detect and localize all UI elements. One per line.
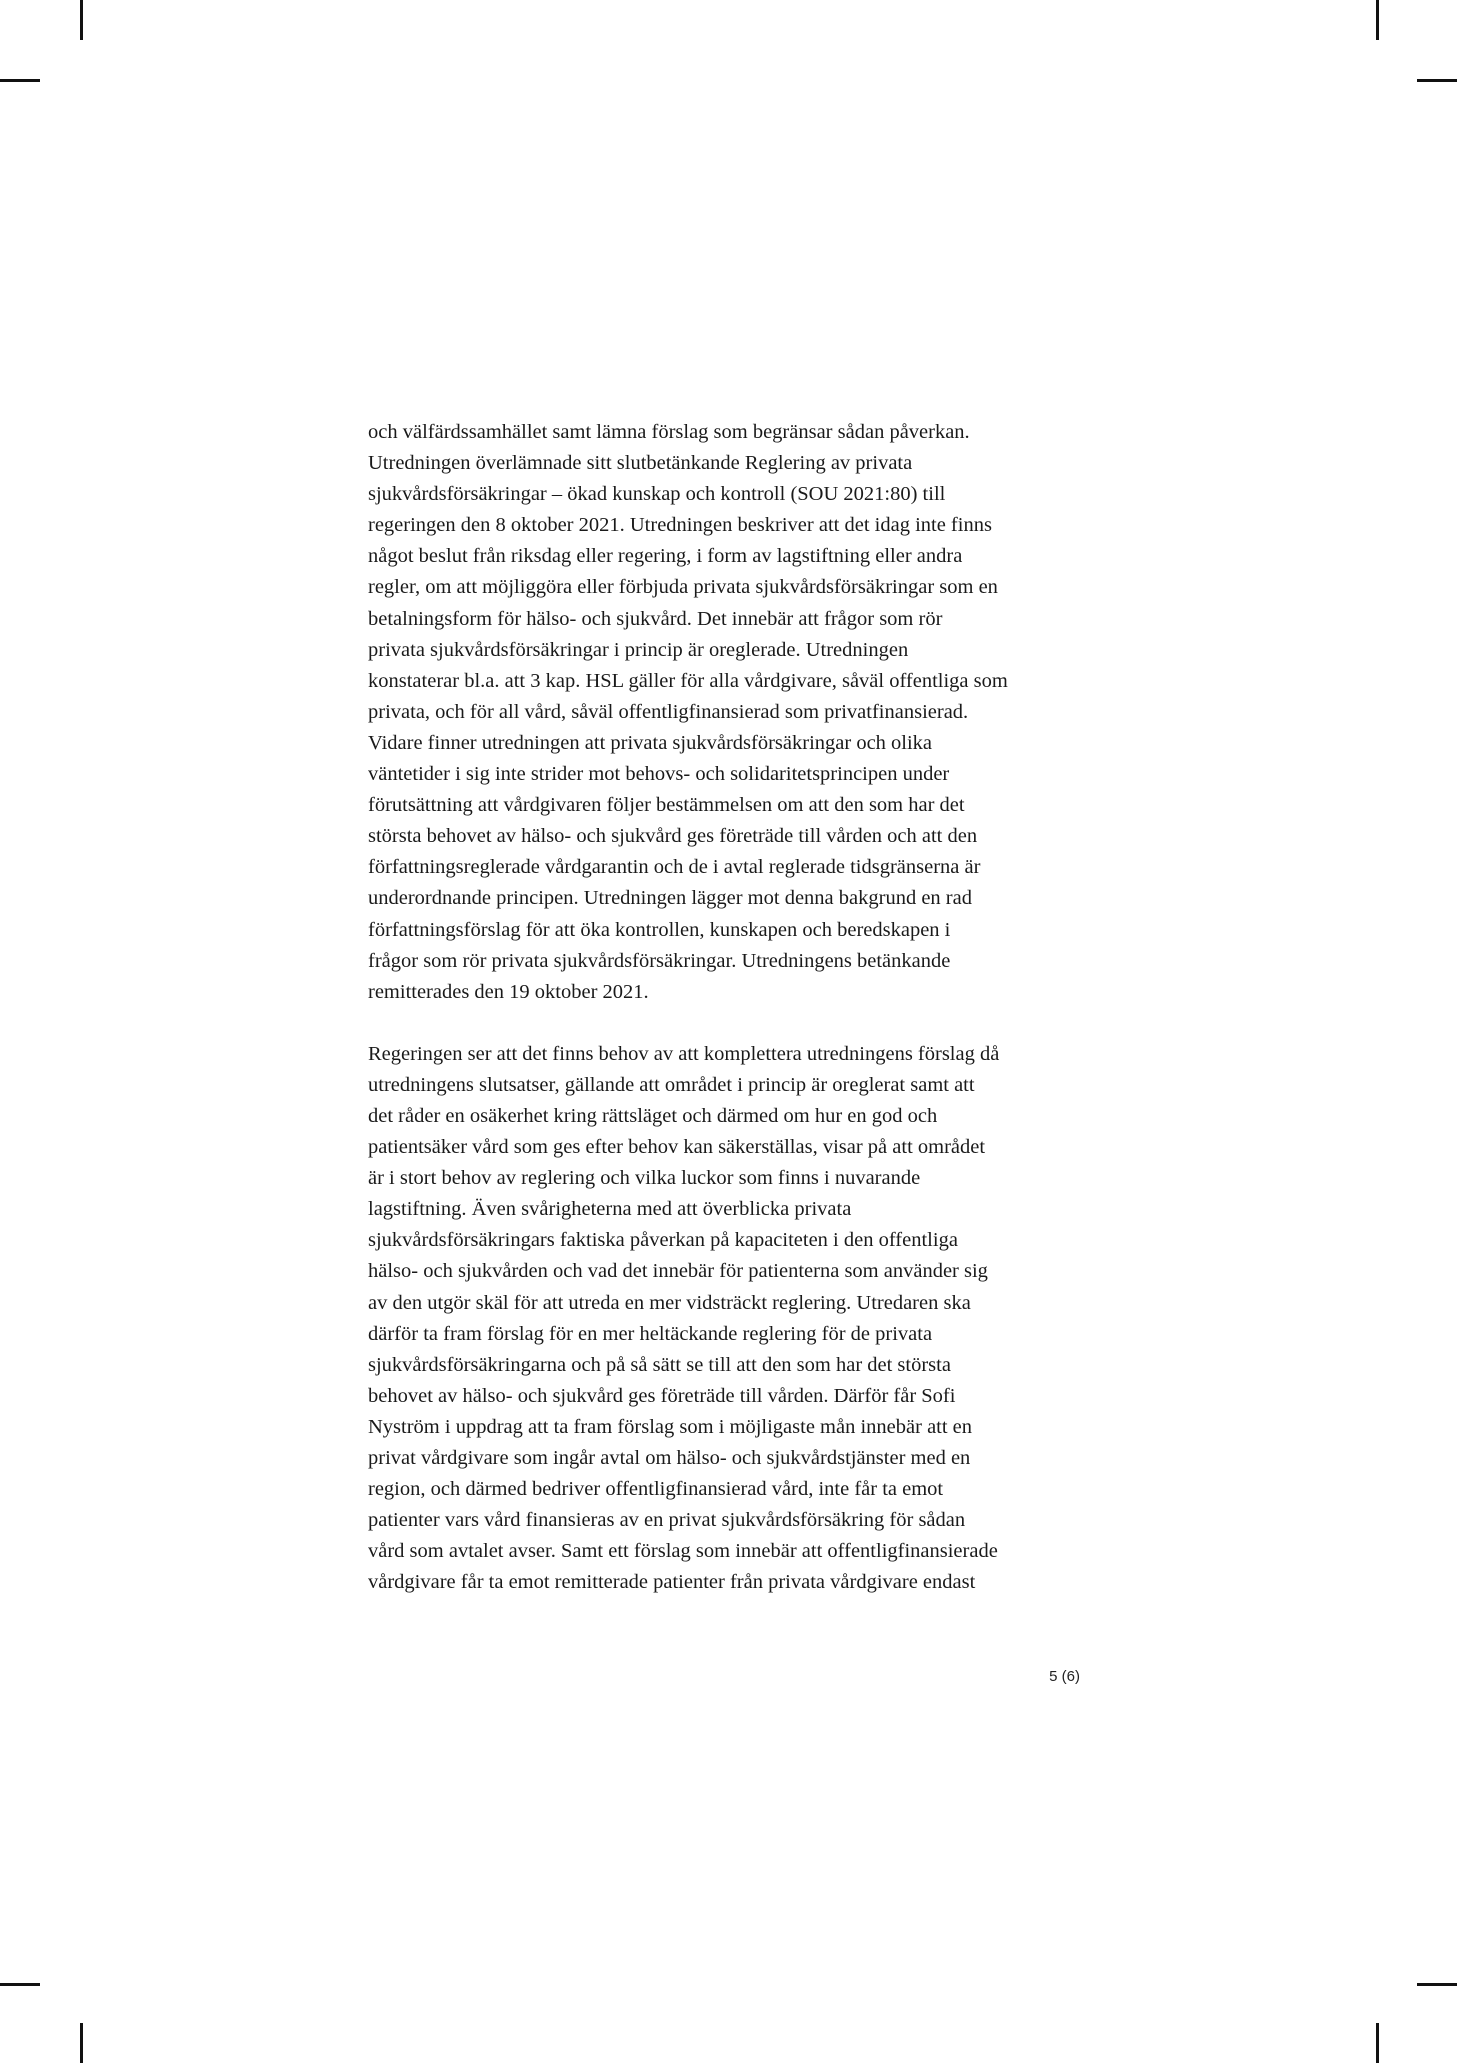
text-line: betalningsform för hälso- och sjukvård. Det innebär att frågor som rör	[368, 607, 943, 630]
text-line: Vidare finner utredningen att privata sjukvårdsförsäkringar och olika	[368, 731, 933, 754]
text-line: sjukvårdsförsäkringarna och på så sätt se till att den som har det största	[368, 1353, 951, 1376]
paragraph-1	[368, 417, 1078, 1008]
text-line: privata sjukvårdsförsäkringar i princip är oreglerade. Utredningen	[368, 638, 909, 661]
crop-mark-top-right-horizontal	[1417, 79, 1457, 82]
text-line: Nyström i uppdrag att ta fram förslag som i möjligaste mån innebär att en	[368, 1415, 973, 1438]
text-line: privata, och för all vård, såväl offentligfinansierad som privatfinansierad.	[368, 700, 969, 723]
text-line: hälso- och sjukvården och vad det innebär för patienterna som använder sig	[368, 1260, 988, 1283]
page-number: 5 (6)	[1049, 1668, 1080, 1685]
text-line: patienter vars vård finansieras av en privat sjukvårdsförsäkring för sådan	[368, 1509, 966, 1532]
text-line: vårdgivare får ta emot remitterade patienter från privata vårdgivare endast	[368, 1571, 976, 1594]
text-line: därför ta fram förslag för en mer heltäckande reglering för de privata	[368, 1322, 933, 1345]
text-line: sjukvårdsförsäkringars faktiska påverkan på kapaciteten i den offentliga	[368, 1229, 958, 1252]
crop-mark-bottom-right-vertical	[1376, 2023, 1379, 2063]
crop-mark-top-right-vertical	[1376, 0, 1379, 40]
text-line: privat vårdgivare som ingår avtal om hälso- och sjukvårdstjänster med en	[368, 1447, 971, 1469]
text-line: sjukvårdsförsäkringar – ökad kunskap och kontroll (SOU 2021:80) till	[368, 483, 946, 506]
text-line: författningsreglerade vårdgarantin och de i avtal reglerade tidsgränserna är	[368, 856, 981, 879]
text-line: frågor som rör privata sjukvårdsförsäkringar. Utredningens betänkande	[368, 949, 951, 972]
text-line: det råder en osäkerhet kring rättsläget och därmed om hur en god och	[368, 1104, 938, 1127]
text-line: konstaterar bl.a. att 3 kap. HSL gäller för alla vårdgivare, såväl offentliga som	[368, 669, 1008, 692]
crop-mark-bottom-right-horizontal	[1417, 1983, 1457, 1986]
body-text	[368, 417, 1078, 1598]
text-line: av den utgör skäl för att utreda en mer vidsträckt reglering. Utredaren ska	[368, 1291, 971, 1314]
text-line: författningsförslag för att öka kontrollen, kunskapen och beredskapen i	[368, 918, 951, 941]
crop-mark-top-left-horizontal	[0, 79, 40, 82]
text-line: vård som avtalet avser. Samt ett förslag som innebär att offentligfinansierade	[368, 1540, 998, 1563]
text-line: är i stort behov av reglering och vilka luckor som finns i nuvarande	[368, 1167, 921, 1190]
crop-mark-top-left-vertical	[80, 0, 83, 40]
text-line: behovet av hälso- och sjukvård ges företräde till vården. Därför får Sofi	[368, 1384, 956, 1407]
text-line: regeringen den 8 oktober 2021. Utredningen beskriver att det idag inte finns	[368, 514, 992, 537]
text-line: och välfärdssamhället samt lämna förslag som begränsar sådan påverkan.	[368, 421, 970, 443]
text-line: Regeringen ser att det finns behov av att komplettera utredningens förslag då	[368, 1042, 1000, 1065]
text-line: underordnande principen. Utredningen lägger mot denna bakgrund en rad	[368, 887, 972, 910]
text-line: lagstiftning. Även svårigheterna med att överblicka privata	[368, 1198, 852, 1221]
text-line: Utredningen överlämnade sitt slutbetänkande Reglering av privata	[368, 452, 913, 475]
crop-mark-bottom-left-horizontal	[0, 1983, 40, 1986]
text-line: remitterades den 19 oktober 2021.	[368, 980, 649, 1003]
text-line: största behovet av hälso- och sjukvård ges företräde till vården och att den	[368, 825, 978, 848]
text-line: väntetider i sig inte strider mot behovs- och solidaritetsprincipen under	[368, 763, 950, 786]
crop-mark-bottom-left-vertical	[80, 2023, 83, 2063]
text-line: patientsäker vård som ges efter behov kan säkerställas, visar på att området	[368, 1136, 986, 1159]
paragraph-2	[368, 1039, 1078, 1599]
text-line: förutsättning att vårdgivaren följer bestämmelsen om att den som har det	[368, 794, 965, 817]
text-line: utredningens slutsatser, gällande att området i princip är oreglerat samt att	[368, 1073, 975, 1096]
text-line: något beslut från riksdag eller regering, i form av lagstiftning eller andra	[368, 545, 963, 568]
text-line: region, och därmed bedriver offentligfinansierad vård, inte får ta emot	[368, 1478, 944, 1501]
text-line: regler, om att möjliggöra eller förbjuda privata sjukvårdsförsäkringar som en	[368, 576, 998, 599]
